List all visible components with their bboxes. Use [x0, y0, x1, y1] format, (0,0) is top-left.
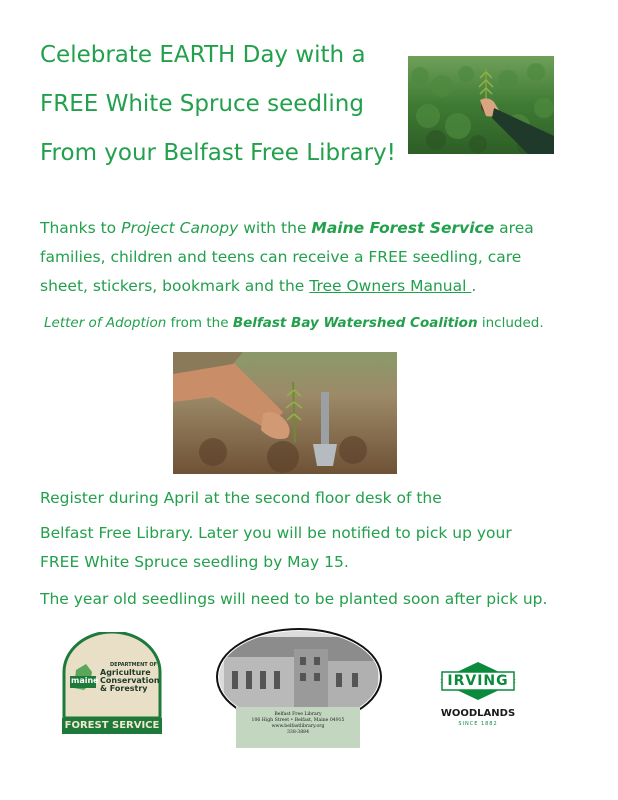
intro-text: with the: [238, 219, 312, 237]
mfs-line-1: Agriculture: [100, 668, 151, 677]
headline-line-2: FREE White Spruce seedling: [40, 91, 364, 117]
mfs-maine-label: maine: [71, 676, 99, 685]
library-name: Belfast Free Library: [274, 712, 322, 717]
belfast-free-library-logo: [214, 627, 384, 749]
mfs-dept-label: DEPARTMENT OF: [110, 662, 158, 668]
since-1882-label: SINCE 1882: [458, 721, 498, 727]
intro-line-2: families, children and teens can receive a FREE seedling, care: [40, 248, 522, 266]
library-website: www.belfastlibrary.org: [271, 724, 325, 729]
register-line-2: Belfast Free Library. Later you will be notified to pick up your: [40, 524, 512, 542]
intro-text: included.: [477, 315, 544, 331]
intro-line-1: [40, 219, 534, 237]
planting-seedling-photo: [173, 352, 397, 474]
tree-owners-manual-link[interactable]: Tree Owners Manual: [309, 277, 472, 295]
intro-line-3: [40, 277, 476, 295]
intro-text: .: [471, 277, 477, 295]
project-canopy-text: Project Canopy: [121, 219, 239, 237]
headline-line-3: From your Belfast Free Library!: [40, 140, 396, 166]
seedling-in-hand-photo: [408, 56, 554, 154]
intro-text: area: [494, 219, 534, 237]
mfs-dept-name: [100, 669, 160, 693]
register-line-1: Register during April at the second floor desk of the: [40, 489, 442, 507]
woodlands-wordmark: WOODLANDS: [440, 708, 516, 719]
maine-forest-service-text: Maine Forest Service: [311, 219, 495, 237]
library-phone: 338-3884: [286, 730, 309, 735]
register-line-4: The year old seedlings will need to be planted soon after pick up.: [40, 590, 548, 608]
irving-woodlands-logo: [432, 660, 524, 730]
mfs-line-2: Conservation: [100, 676, 160, 685]
intro-text: sheet, stickers, bookmark and the: [40, 277, 310, 295]
intro-text: from the: [166, 315, 233, 331]
bbwc-text: Belfast Bay Watershed Coalition: [232, 315, 478, 331]
mfs-line-3: & Forestry: [100, 684, 148, 693]
register-line-3: FREE White Spruce seedling by May 15.: [40, 553, 349, 571]
mfs-banner: FOREST SERVICE: [64, 720, 160, 731]
irving-wordmark: IRVING: [447, 673, 509, 689]
intro-text: Thanks to: [40, 219, 122, 237]
library-address-block: [236, 712, 360, 736]
letter-of-adoption-text: Letter of Adoption: [44, 315, 167, 331]
library-address: 106 High Street • Belfast, Maine 04915: [251, 718, 345, 723]
maine-forest-service-logo: [60, 632, 164, 736]
headline-line-1: Celebrate EARTH Day with a: [40, 42, 366, 68]
intro-line-4: [44, 315, 544, 331]
